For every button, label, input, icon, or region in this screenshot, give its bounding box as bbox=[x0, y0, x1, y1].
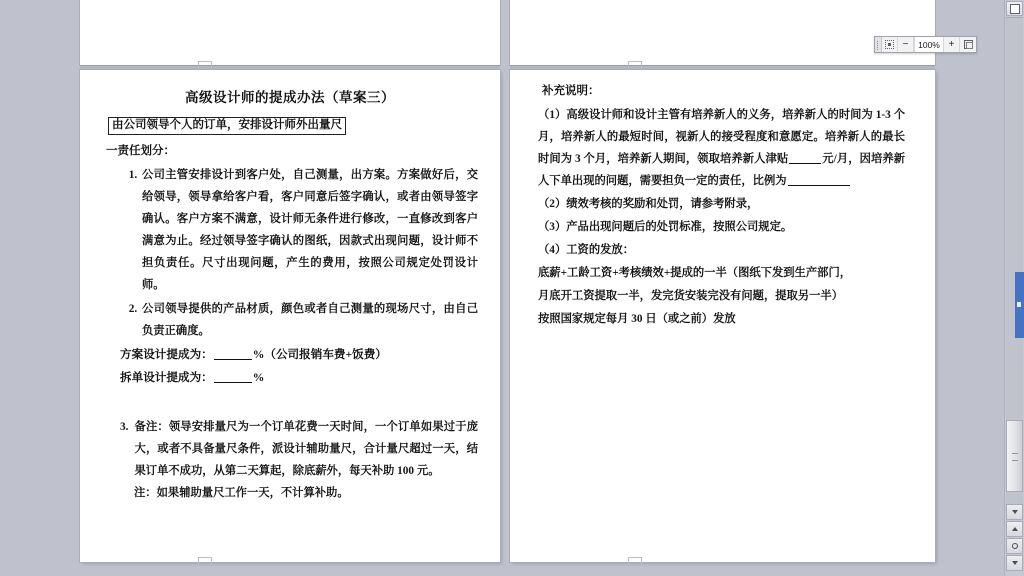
zoom-in-button[interactable] bbox=[944, 37, 960, 52]
final-note: 注：如果辅助量尺工作一天，不计算补助。 bbox=[134, 486, 349, 499]
page-title: 高级设计师的提成办法（草案三） bbox=[185, 90, 395, 105]
split-view-icon[interactable] bbox=[1006, 1, 1023, 16]
navigation-position-marker[interactable] bbox=[1015, 272, 1024, 338]
commission-plan-label: 方案设计提成为： bbox=[120, 348, 213, 362]
previous-page-left-sliver bbox=[80, 0, 500, 65]
chevron-down-icon bbox=[1012, 510, 1018, 514]
subsidy-amount-blank[interactable] bbox=[789, 163, 821, 164]
list-item-3-number: 3. bbox=[120, 420, 129, 433]
page-left-body bbox=[80, 70, 500, 562]
list-item-3 bbox=[120, 416, 478, 482]
document-page-right[interactable] bbox=[510, 70, 935, 562]
commission-plan-blank[interactable] bbox=[214, 359, 252, 360]
commission-split-suffix: % bbox=[252, 370, 265, 384]
fit-page-icon bbox=[885, 40, 894, 49]
supplementary-heading: 补充说明： bbox=[542, 85, 600, 97]
plus-icon: + bbox=[948, 38, 955, 50]
salary-line-1: 底薪+工龄工资+考核绩效+提成的一半（图纸下发到生产部门， bbox=[538, 267, 852, 280]
one-page-icon bbox=[964, 40, 973, 49]
paragraph-spacer bbox=[102, 390, 478, 416]
scroll-down-button[interactable] bbox=[1006, 504, 1023, 520]
boxed-note: 由公司领导个人的订单，安排设计师外出量尺 bbox=[108, 117, 346, 135]
scrollbar-thumb[interactable] bbox=[1006, 420, 1023, 492]
supplementary-paragraph-1 bbox=[538, 104, 905, 192]
section-heading-responsibility: 一责任划分： bbox=[106, 145, 175, 158]
margin-marker-left-top[interactable] bbox=[198, 61, 212, 70]
supplementary-paragraph-4: （4）工资的发放： bbox=[538, 244, 635, 257]
double-chevron-down-icon bbox=[1012, 561, 1018, 565]
zoom-toolbar-grip[interactable] bbox=[875, 37, 882, 52]
supplementary-paragraph-2: （2）绩效考核的奖励和处罚，请参考附录， bbox=[538, 198, 759, 211]
commission-split-label: 拆单设计提成为： bbox=[120, 370, 213, 384]
previous-page-right-sliver bbox=[510, 0, 935, 65]
salary-line-2: 月底开工资提取一半，发完货安装完没有问题，提取另一半） bbox=[538, 290, 844, 303]
list-item: 2. 公司领导提供的产品材质，颜色或者自己测量的现场尺寸，由自己负责正确度。 bbox=[140, 298, 478, 342]
supplementary-paragraph-1-cont: 元/月，因培养新人下单出现的问题，需要担负一定的责任，比例为 bbox=[538, 153, 905, 188]
margin-marker-left-bottom[interactable] bbox=[198, 557, 212, 566]
zoom-level-value[interactable]: 100% bbox=[914, 37, 944, 52]
double-chevron-up-icon bbox=[1012, 527, 1018, 531]
minus-icon: − bbox=[902, 38, 909, 50]
commission-plan-line bbox=[120, 344, 478, 367]
commission-plan-suffix: %（公司报销车费+饭费） bbox=[252, 348, 387, 362]
fit-page-button[interactable] bbox=[882, 37, 898, 52]
margin-marker-right-top[interactable] bbox=[628, 61, 642, 70]
commission-split-line bbox=[120, 367, 478, 390]
list-item-3-text: 备注：领导安排量尺为一个订单花费一天时间，一个订单如果过于庞大，或者不具备量尺条件，派设计辅助量尺，合计量尺超过一天，结果订单不成功，从第二天算起，除底薪外，每天补助 100 元。 bbox=[134, 420, 478, 477]
margin-marker-right-bottom[interactable] bbox=[628, 557, 642, 566]
supplementary-paragraph-1-text: （1）高级设计师和设计主管有培养新人的义务，培养新人的时间为 1-3 个月，培养新人的最短时间，视新人的接受程度和意愿定。培养新人的最长时间为 3 个月，培养新人期间，领取培养新人津贴 bbox=[538, 109, 905, 166]
one-page-view-button[interactable] bbox=[960, 37, 976, 52]
salary-line-3: 按照国家规定每月 30 日（或之前）发放 bbox=[538, 313, 736, 326]
next-page-button[interactable] bbox=[1006, 555, 1023, 571]
page-right-body bbox=[510, 70, 935, 562]
previous-page-button[interactable] bbox=[1006, 521, 1023, 537]
supplementary-paragraph-3: （3）产品出现问题后的处罚标准，按照公司规定。 bbox=[538, 221, 793, 234]
responsibility-list bbox=[102, 164, 478, 342]
list-item: 1. 公司主管安排设计到客户处，自己测量，出方案。方案做好后，交给领导，领导拿给客户看，客户同意后签字确认，或者由领导签字确认。客户方案不满意，设计师无条件进行修改，一直修改到客户满意为止。经过领导签字确认的图纸，因款式出现问题，设计师不担负责任。尺寸出现问题，产生的费用，按照公司规定处罚设计师。 bbox=[140, 164, 478, 296]
zoom-out-button[interactable] bbox=[898, 37, 914, 52]
select-browse-object-button[interactable] bbox=[1006, 538, 1023, 554]
browse-object-icon bbox=[1012, 543, 1018, 549]
document-page-left[interactable] bbox=[80, 70, 500, 562]
responsibility-ratio-blank[interactable] bbox=[788, 185, 850, 186]
zoom-control-toolbar[interactable] bbox=[874, 36, 977, 53]
commission-split-blank[interactable] bbox=[214, 382, 252, 383]
